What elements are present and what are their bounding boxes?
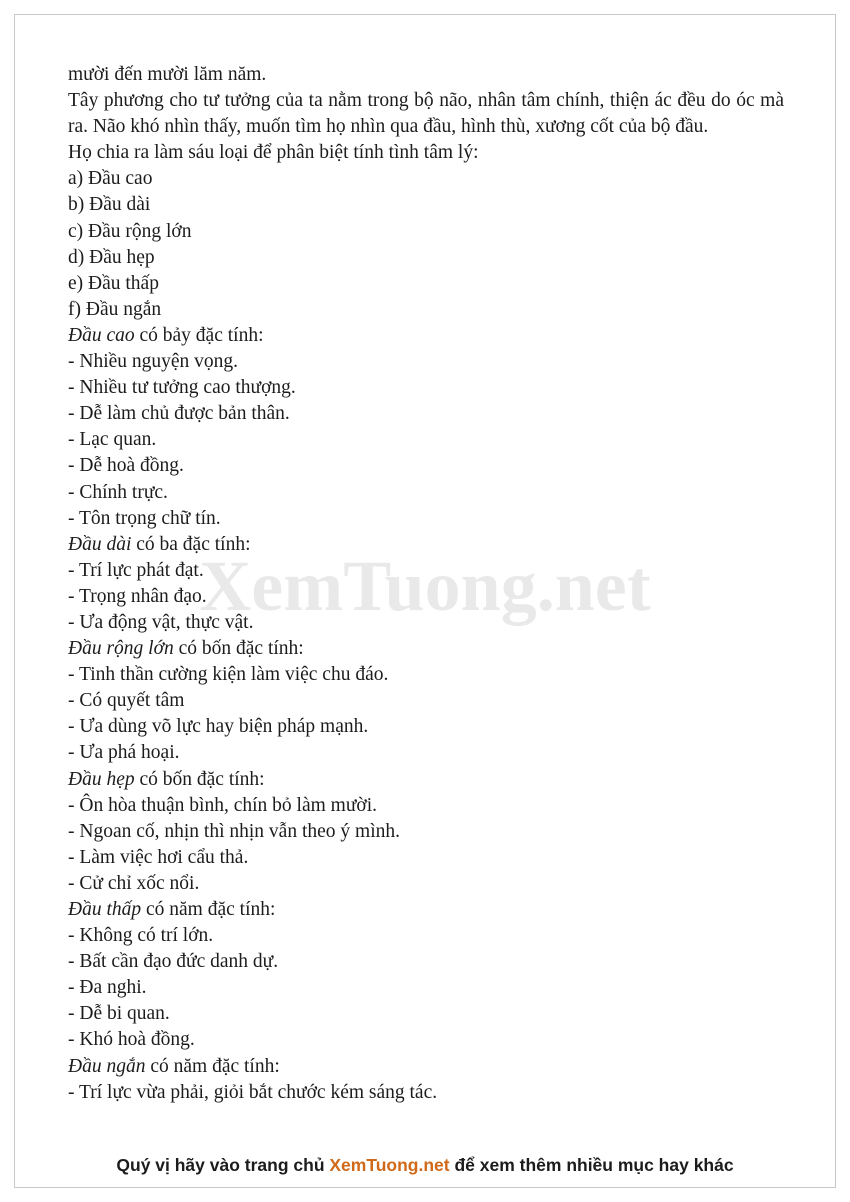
list-item: - Khó hoà đồng. <box>68 1029 195 1051</box>
list-item: - Nhiều nguyện vọng. <box>68 351 239 373</box>
list-item: b) Đầu dài <box>68 194 151 216</box>
list-item: d) Đầu hẹp <box>68 246 155 268</box>
section-heading-rest: có bốn đặc tính: <box>134 768 265 790</box>
section-heading-term: Đầu hẹp <box>68 768 135 790</box>
list-item: - Không có trí lớn. <box>68 925 214 947</box>
section-heading <box>68 323 784 349</box>
list-item: - Ôn hòa thuận bình, chín bỏ làm mười. <box>68 794 378 816</box>
list-item: - Làm việc hơi cẩu thả. <box>68 846 249 868</box>
footer-suffix: để xem thêm nhiều mục hay khác <box>449 1155 734 1175</box>
section-heading-term: Đầu thấp <box>68 899 142 920</box>
list-item: f) Đầu ngắn <box>68 298 162 320</box>
document-body <box>68 62 789 1106</box>
list-item: - Tôn trọng chữ tín. <box>68 507 221 529</box>
page-footer <box>0 1155 850 1176</box>
list-item: - Tinh thần cường kiện làm việc chu đáo. <box>68 664 389 686</box>
list-item: - Trọng nhân đạo. <box>68 585 207 607</box>
section-heading <box>68 532 784 558</box>
list-item: - Có quyết tâm <box>68 690 185 712</box>
body-line: Tây phương cho tư tưởng của ta nằm trong bộ não, nhân tâm chính, thiện ác đều do óc mà ra. Não khó nhìn thấy, muốn tìm họ nhìn qua đầu, hình thù, xương cốt của bộ đầu. <box>68 90 789 138</box>
list-item: - Ưa động vật, thực vật. <box>68 611 254 633</box>
section-heading-rest: có năm đặc tính: <box>141 899 276 920</box>
section-heading-term: Đầu cao <box>68 324 135 346</box>
list-item: e) Đầu thấp <box>68 272 159 294</box>
section-heading-rest: có năm đặc tính: <box>145 1055 280 1077</box>
section-heading-rest: có bốn đặc tính: <box>173 638 304 660</box>
list-item: - Trí lực phát đạt. <box>68 559 204 581</box>
section-heading-term: Đầu dài <box>68 533 132 555</box>
section-heading <box>68 767 784 793</box>
footer-prefix: Quý vị hãy vào trang chủ <box>116 1155 330 1175</box>
list-item: c) Đầu rộng lớn <box>68 220 192 242</box>
list-item: - Cử chỉ xốc nổi. <box>68 872 200 894</box>
list-item: - Dễ làm chủ được bản thân. <box>68 403 290 425</box>
list-item: - Lạc quan. <box>68 429 157 451</box>
list-item: - Ưa phá hoại. <box>68 742 180 764</box>
list-item: - Ngoan cố, nhịn thì nhịn vẫn theo ý mình. <box>68 820 400 842</box>
list-item: - Đa nghi. <box>68 977 147 999</box>
list-item: - Nhiều tư tưởng cao thượng. <box>68 377 296 399</box>
list-item: - Chính trực. <box>68 481 168 503</box>
list-item: - Trí lực vừa phải, giỏi bắt chước kém sáng tác. <box>68 1081 438 1103</box>
section-heading-rest: có ba đặc tính: <box>131 533 251 555</box>
section-heading <box>68 636 784 662</box>
watermark-text: XemTuong.net <box>199 546 651 626</box>
footer-brand-link[interactable]: XemTuong.net <box>329 1155 450 1175</box>
section-heading <box>68 1054 784 1080</box>
section-heading-term: Đầu rộng lớn <box>68 638 174 660</box>
body-line: mười đến mười lăm năm. <box>68 64 267 85</box>
list-item: - Dễ bi quan. <box>68 1003 170 1025</box>
list-item: a) Đầu cao <box>68 168 153 190</box>
list-item: - Ưa dùng võ lực hay biện pháp mạnh. <box>68 716 369 738</box>
section-heading-rest: có bảy đặc tính: <box>134 324 264 346</box>
section-heading <box>68 897 784 923</box>
body-line: Họ chia ra làm sáu loại để phân biệt tính tình tâm lý: <box>68 142 479 164</box>
list-item: - Dễ hoà đồng. <box>68 455 184 477</box>
list-item: - Bất cần đạo đức danh dự. <box>68 951 279 973</box>
section-heading-term: Đầu ngắn <box>68 1055 146 1077</box>
